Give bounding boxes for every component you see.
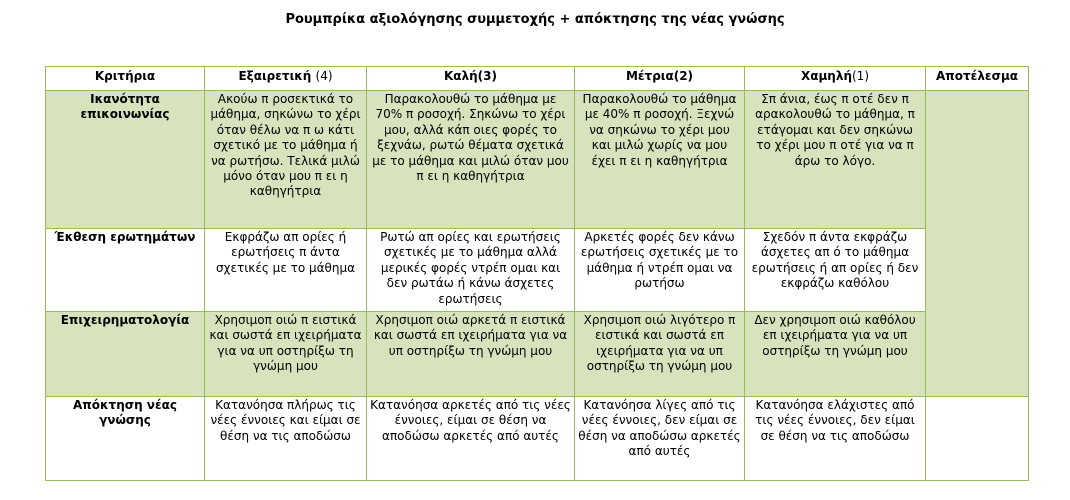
table-row: [46, 91, 1029, 229]
result-cell: [926, 91, 1029, 397]
page-title: Ρουμπρίκα αξιολόγησης συμμετοχής + απόκτησης της νέας γνώσης: [285, 12, 785, 27]
good-cell: Κατανόησα αρκετές από τις νέες έννοιες, είμαι σε θέση να αποδώσω αρκετές από αυτές: [367, 397, 575, 481]
criterion-cell: Απόκτηση νέας γνώσης: [46, 397, 205, 481]
header-good: Καλή(3): [367, 67, 575, 91]
header-low-score: (1): [852, 69, 869, 83]
good-cell: Ρωτώ απ ορίες και ερωτήσεις σχετικές με το μάθημα αλλά μερικές φορές ντρέπ ομαι και δεν ρωτάω ή κάνω άσχετες ερωτήσεις: [367, 229, 575, 312]
table-row: [46, 312, 1029, 397]
header-excellent: [205, 67, 367, 91]
excellent-cell: Εκφράζω απ ορίες ή ερωτήσεις π άντα σχετικές με το μάθημα: [205, 229, 367, 312]
low-cell: Δεν χρησιμοπ οιώ καθόλου επ ιχειρήματα για να υπ οστηρίξω τη γνώμη μου: [745, 312, 926, 397]
medium-cell: Παρακολουθώ το μάθημα με 40% π ροσοχή. Ξεχνώ να σηκώνω το χέρι μου και μιλώ χωρίς να μου έχει π ει η καθηγήτρια: [575, 91, 745, 229]
medium-cell: Κατανόησα λίγες από τις νέες έννοιες, δεν είμαι σε θέση να αποδώσω αρκετές από αυτές: [575, 397, 745, 481]
excellent-cell: Χρησιμοπ οιώ π ειστικά και σωστά επ ιχειρήματα για να υπ οστηρίξω τη γνώμη μου: [205, 312, 367, 397]
criterion-cell: Ικανότητα επικοινωνίας: [46, 91, 205, 229]
excellent-cell: Ακούω π ροσεκτικά το μάθημα, σηκώνω το χέρι όταν θέλω να π ω κάτι σχετικό με το μάθημα ή να ρωτήσω. Τελικά μιλώ μόνο όταν μου π ει η καθηγήτρια: [205, 91, 367, 229]
medium-cell: Χρησιμοπ οιώ λιγότερο π ειστικά και σωστά επ ιχειρήματα για να υπ οστηρίξω τη γνώμη μου: [575, 312, 745, 397]
header-medium: Μέτρια(2): [575, 67, 745, 91]
rubric-table: [45, 66, 1029, 481]
header-criteria: Κριτήρια: [46, 67, 205, 91]
header-low-label: Χαμηλή: [800, 69, 852, 83]
low-cell: Σχεδόν π άντα εκφράζω άσχετες απ ό το μάθημα ερωτήσεις ή απ ορίες ή δεν εκφράζω καθόλου: [745, 229, 926, 312]
result-cell: [926, 397, 1029, 481]
header-excellent-label: Εξαιρετική: [238, 69, 312, 83]
low-cell: Σπ άνια, έως π οτέ δεν π αρακολουθώ το μάθημα, π ετάγομαι και δεν σηκώνω το χέρι μου π οτέ για να π άρω το λόγο.: [745, 91, 926, 229]
good-cell: Χρησιμοπ οιώ αρκετά π ειστικά και σωστά επ ιχειρήματα για να υπ οστηρίξω τη γνώμη μου: [367, 312, 575, 397]
table-row: [46, 229, 1029, 312]
excellent-cell: Κατανόησα πλήρως τις νέες έννοιες και είμαι σε θέση να τις αποδώσω: [205, 397, 367, 481]
low-cell: Κατανόησα ελάχιστες από τις νέες έννοιες, δεν είμαι σε θέση να τις αποδώσω: [745, 397, 926, 481]
header-result: Αποτέλεσμα: [926, 67, 1029, 91]
header-row: [46, 67, 1029, 91]
criterion-cell: Έκθεση ερωτημάτων: [46, 229, 205, 312]
table-row: [46, 397, 1029, 481]
criterion-cell: Επιχειρηματολογία: [46, 312, 205, 397]
header-excellent-score: (4): [315, 69, 333, 83]
medium-cell: Αρκετές φορές δεν κάνω ερωτήσεις σχετικές με το μάθημα ή ντρέπ ομαι να ρωτήσω: [575, 229, 745, 312]
header-low: [745, 67, 926, 91]
good-cell: Παρακολουθώ το μάθημα με 70% π ροσοχή. Σηκώνω το χέρι μου, αλλά κάπ οιες φορές το ξεχνάω, ρωτώ θέματα σχετικά με το μάθημα και μιλώ όταν μου π ει η καθηγήτρια: [367, 91, 575, 229]
